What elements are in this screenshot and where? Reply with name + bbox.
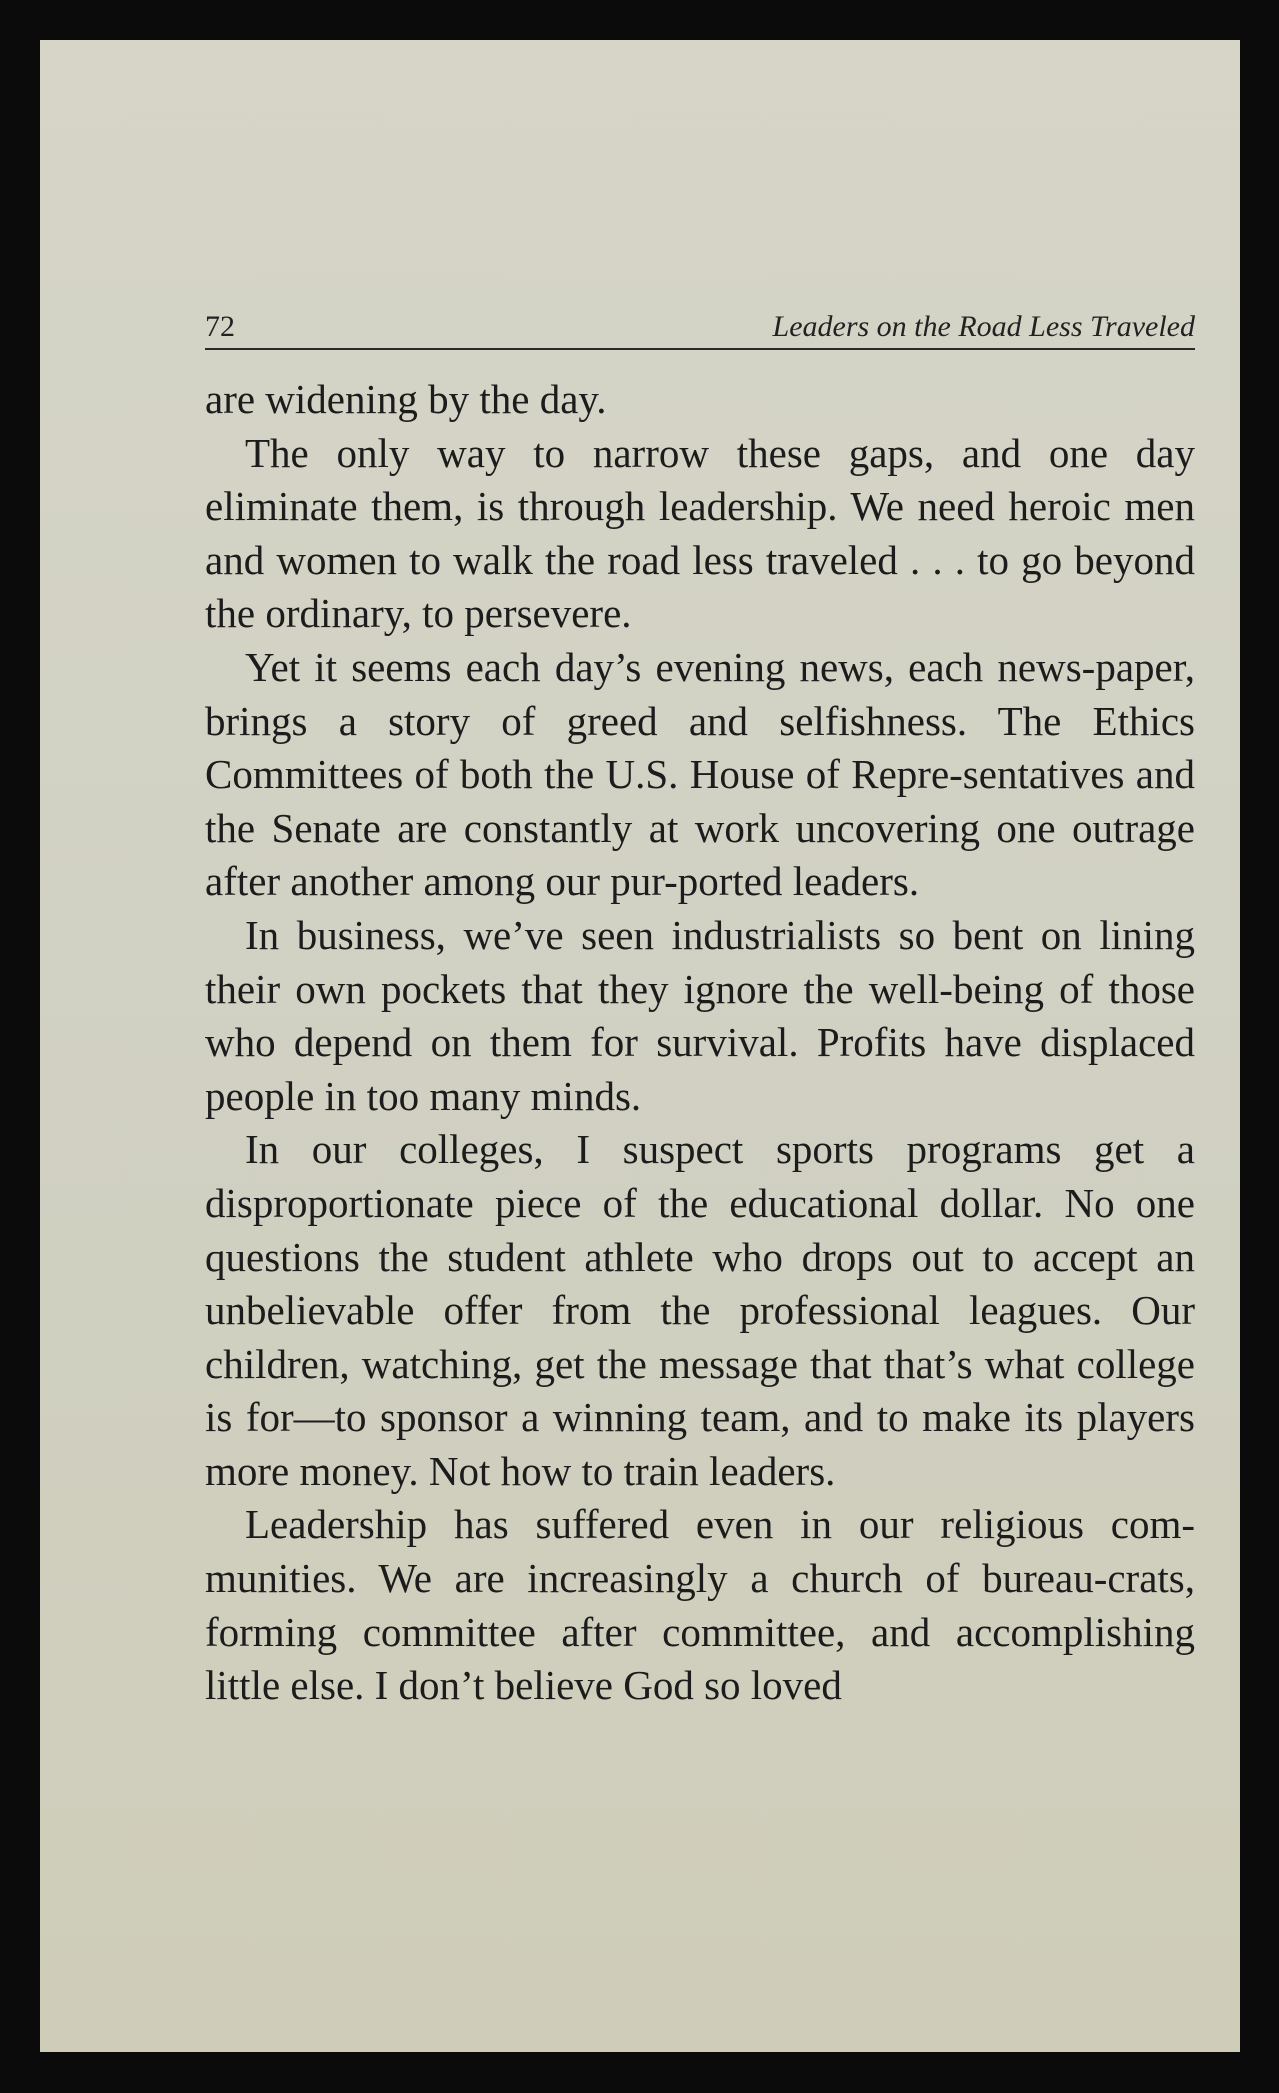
paragraph: The only way to narrow these gaps, and one day eliminate them, is through leadership. We need heroic men and women to walk the road less traveled . . . to go beyond the ordinary, to persevere. bbox=[205, 429, 1195, 637]
paragraph: In business, we’ve seen industrialists so bent on lining their own pockets that they ignore the well-being of those who depend on them for survival. Profits have displaced people in too many minds. bbox=[205, 911, 1195, 1119]
paragraph-continuation: are widening by the day. bbox=[205, 376, 607, 422]
page-number: 72 bbox=[205, 310, 235, 343]
paragraph: Yet it seems each day’s evening news, each news-paper, brings a story of greed and selfishness. The Ethics Committees of both the U.S. House of Repre-sentatives and the Senate are constantly at work uncovering one outrage after another among our pur-ported leaders. bbox=[205, 643, 1195, 905]
book-page bbox=[40, 40, 1240, 2052]
paragraph: Leadership has suffered even in our religious com-munities. We are increasingly a church of bureau-crats, forming committee after committee, and accomplishing little else. I don’t believe God so loved bbox=[205, 1501, 1195, 1709]
running-title: Leaders on the Road Less Traveled bbox=[772, 310, 1195, 343]
paragraph: In our colleges, I suspect sports programs get a disproportionate piece of the educational dollar. No one questions the student athlete who drops out to accept an unbelievable offer from the professional leagues. Our children, watching, get the message that that’s what college is for—to sponsor a winning team, and to make its players more money. Not how to train leaders. bbox=[205, 1126, 1195, 1494]
body-text bbox=[205, 373, 1195, 1713]
running-head bbox=[205, 308, 1195, 350]
